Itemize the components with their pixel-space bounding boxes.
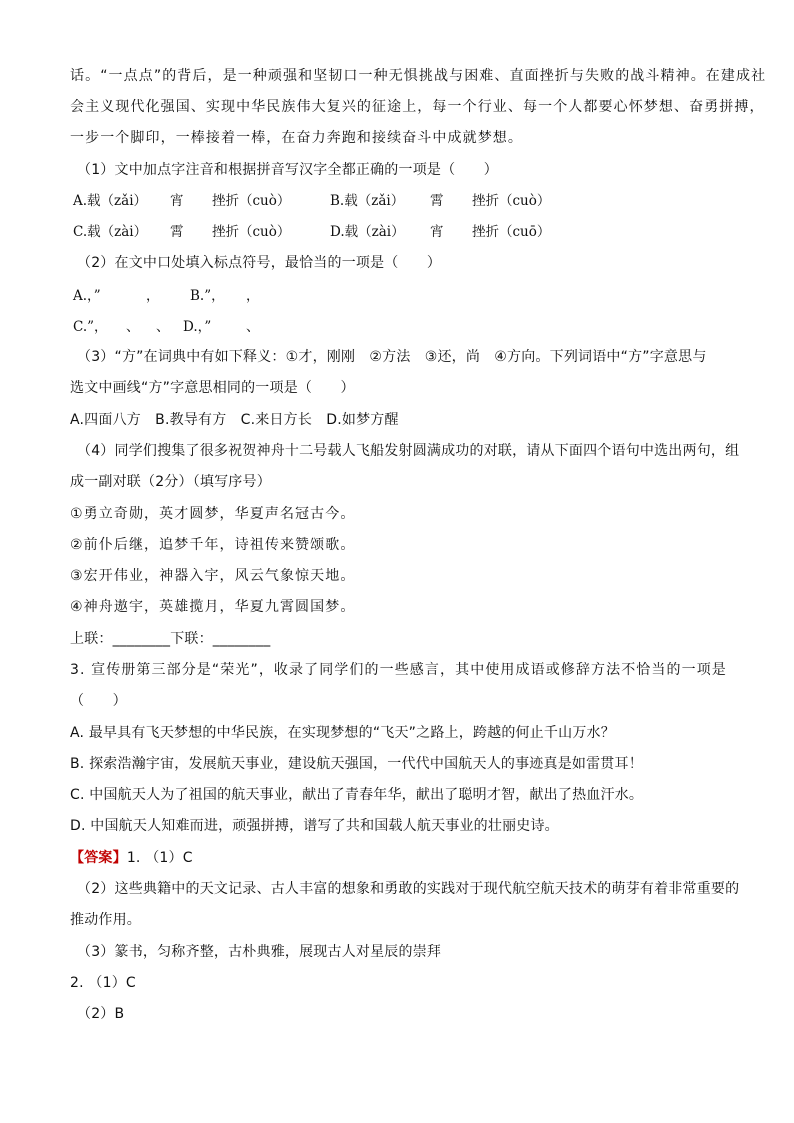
question-5-option-d: D. 中国航天人知难而进，顽强拼搏，谱写了共和国载人航天事业的壮丽史诗。: [70, 818, 559, 834]
answer-1-3: （3）篆书，匀称齐整，古朴典雅，展现古人对星辰的崇拜: [77, 944, 442, 960]
option-c-pinyin: 挫折（cuò）: [212, 224, 291, 240]
question-2-stem: （2）在文中口处填入标点符号，最恰当的一项是（ ）: [77, 255, 442, 271]
answer-2-1: 2. （1）C: [70, 975, 136, 991]
option-d-word: 宵: [430, 224, 444, 240]
couplet-item-2: ②前仆后继，追梦千年，诗祖传来赞颂歌。: [70, 537, 356, 553]
question-3-stem-2: 选文中画线“方”字意思相同的一项是（ ）: [70, 380, 355, 396]
option-c-mark-2: 、: [126, 319, 140, 335]
option-a-mark-2: ，: [146, 288, 160, 304]
question-5-stem-1: 3. 宣传册第三部分是“荣光”，收录了同学们的一些感言，其中使用成语或修辞方法不恰当的一项是: [70, 662, 727, 678]
option-d-pinyin: 挫折（cuō）: [472, 224, 551, 240]
question-4-stem-1: （4）同学们搜集了很多祝贺神舟十二号载人飞船发射圆满成功的对联，请从下面四个语句中选出两句，组: [77, 443, 740, 459]
option-d-mark-2: 、: [246, 319, 260, 335]
option-c-label: C.载（zài）: [73, 224, 148, 240]
question-1-stem: （1）文中加点字注音和根据拼音写汉字全都正确的一项是（ ）: [77, 162, 498, 178]
option-c-marks: C.”，: [73, 319, 108, 335]
couplet-item-1: ①勇立奇勋，英才圆梦，华夏声名冠古今。: [70, 506, 356, 522]
question-5-option-a: A. 最早具有飞天梦想的中华民族，在实现梦想的“飞天”之路上，跨越的何止千山万水？: [70, 725, 615, 741]
question-5-option-c: C. 中国航天人为了祖国的航天事业，献出了青春年华，献出了聪明才智，献出了热血汗水。: [70, 787, 644, 803]
answer-line-1: [70, 848, 730, 868]
paragraph-line-3: 一步一个脚印，一棒接着一棒，在奋力奔跑和接续奋斗中成就梦想。: [70, 130, 523, 146]
option-d-label: D.载（zài）: [330, 224, 405, 240]
paragraph-line-1: 话。“一点点”的背后，是一种顽强和坚韧口一种无惧挑战与困难、直面挫折与失败的战斗精神。在建成社: [70, 68, 767, 84]
option-a-marks: A.，”: [73, 288, 101, 304]
answer-1-2-line-1: （2）这些典籍中的天文记录、古人丰富的想象和勇敢的实践对于现代航空航天技术的萌芽有着非常重要的: [77, 881, 740, 897]
option-c-word: 霄: [170, 224, 184, 240]
option-b-word: 霄: [430, 193, 444, 209]
option-a-label: A.载（zǎi）: [73, 193, 148, 209]
option-a-word: 宵: [170, 193, 184, 209]
answer-2-2: （2）B: [77, 1006, 125, 1022]
option-c-mark-3: 、: [156, 319, 170, 335]
option-b-pinyin: 挫折（cuò）: [472, 193, 551, 209]
option-a-pinyin: 挫折（cuò）: [212, 193, 291, 209]
option-b-marks: B.”，: [190, 288, 225, 304]
option-d-marks: D.，”: [183, 319, 212, 335]
question-3-stem-1: （3）“方”在词典中有如下释义：①才，刚刚 ②方法 ③还，尚 ④方向。下列词语中“方”字意思与: [77, 349, 707, 365]
couplet-item-3: ③宏开伟业，神器入宇，风云气象惊天地。: [70, 568, 356, 584]
answer-1-2-line-2: 推动作用。: [70, 912, 141, 928]
question-5-option-b: B. 探索浩瀚宇宙，发展航天事业，建设航天强国，一代代中国航天人的事迹真是如雷贯耳！: [70, 756, 643, 772]
question-4-stem-2: 成一副对联（2分）（填写序号）: [70, 474, 271, 490]
option-b-label: B.载（zǎi）: [330, 193, 405, 209]
answer-1-1: 1. （1）C: [126, 850, 193, 866]
paragraph-line-2: 会主义现代化强国、实现中华民族伟大复兴的征途上，每一个行业、每一个人都要心怀梦想、奋勇拼搏，: [70, 99, 765, 115]
answer-label: 【答案】: [70, 850, 127, 866]
option-b-mark-2: ，: [246, 288, 260, 304]
question-3-options: A.四面八方 B.教导有方 C.来日方长 D.如梦方醒: [70, 412, 399, 428]
couplet-item-4: ④神舟遨宇，英雄揽月，华夏九霄圆国梦。: [70, 599, 356, 615]
couplet-answer-blanks: 上联：________下联：________: [70, 631, 271, 647]
question-5-stem-2: （ ）: [70, 693, 127, 709]
